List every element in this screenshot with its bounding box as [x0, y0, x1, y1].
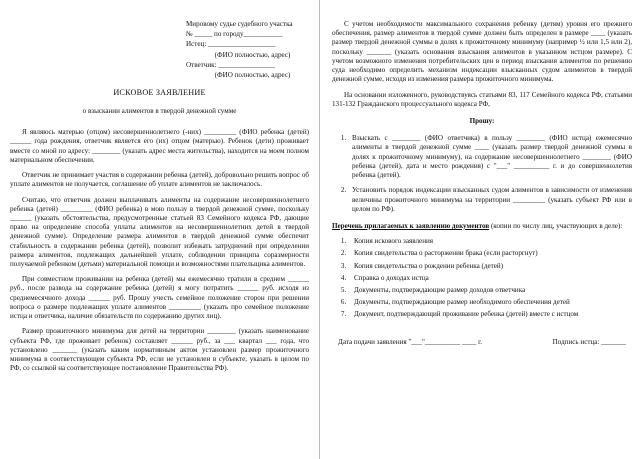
defendant-hint: (ФИО полностью, адрес) [214, 71, 291, 80]
attachment-item: 7. Документ, подтверждающий проживание ребенка (детей) вместе с истцом [348, 310, 632, 319]
paragraph-grounds: Считаю, что ответчик должен выплачивать алименты на содержание несовершеннолетнего ребенка (детей) _________ (ФИО ребенка) в мою пользу в твердой денежной сумме, поскольку ______ (указать обстоятельства, предусмотренные статьей 83 Семейного кодекса РФ, дающие право на определение способа уплаты алиментов на несовершеннолетних детей в твердой денежной сумме). Определение размера алиментов в твердой денежной сумме обеспечит стабильность в содержании ребенка (детей), позволит избежать затруднений при определении размера алиментов, подлежащих дальнейшей уплате, соблюдении принципа соразмерности получаемой ребенком (детьми) материальной помощи и возможностями плательщика алиментов. [10, 195, 309, 269]
plaintiff-signature: Подпись истца: _______ [552, 337, 626, 346]
document-subtitle: о взыскании алиментов в твердой денежной сумме [82, 106, 237, 115]
attachment-item: 5. Документы, подтверждающие размер доходов ответчика [348, 286, 632, 295]
paragraph-parent: Я являюсь матерью (отцом) несовершеннолетнего (-них) _________ (ФИО ребенка (детей) ______ года рождения, ответчик является его (их) отцом (матерью). Ребенок (дети) проживает вместе со мной по адресу: ________ (указать адрес места жительства), находится на моем полном материальном обеспечении. [10, 128, 309, 164]
attachments-list [332, 237, 632, 320]
request-heading: Прошу: [469, 116, 495, 125]
filing-date: Дата подачи заявления "___"__________ ____ г. [338, 337, 482, 346]
paragraph-amount: С учетом необходимости максимального сохранения ребенку (детям) уровня его прежнего обеспечения, размер алиментов в твердой сумме должен быть определен в размере ____ (указать размер твердой денежной суммы в долях к прожиточному минимуму (например ½ или 1,5 или 2), поскольку _______ (указать основания взыскания алиментов в указанном истцом размере). С учетом возможного изменения потребительских цен в период взыскания алиментов по решению суда необходимо определить механизм индексации взысканных судом алиментов в твердой денежной сумме, исходя из изменения размера прожиточного минимума. [332, 20, 632, 84]
attachment-item: 6. Документы, подтверждающие размер необходимого обеспечения детей [348, 298, 632, 307]
attachments-heading [332, 222, 632, 231]
attachment-item: 4. Справка о доходах истца [348, 274, 632, 283]
attachments-heading-rest: (копии по числу лиц, участвующих в деле): [489, 221, 623, 230]
request-item: 2. Установить порядок индексации взысканных судом алиментов в зависимости от изменения величины прожиточного минимума на территории _________ (указать субъект РФ или в целом по РФ). [348, 186, 632, 214]
attachments-heading-bold: Перечень прилагаемых к заявлению документов [332, 221, 490, 230]
document-title: ИСКОВОЕ ЗАЯВЛЕНИЕ [113, 88, 206, 98]
request-list [332, 134, 632, 214]
paragraph-subsistence: Размер прожиточного минимума для детей на территории ________ (указать наименование субъекта РФ, где проживает ребенок) составляет ______ руб., за ___ квартал ___ года, что установлено _______ (указать каким нормативным актом установлен размер прожиточного минимума в соответствующем субъекта РФ, если не установлен в субъекте, указать в целом по РФ, со ссылкой на соответствующее постановление Правительства РФ). [10, 327, 309, 373]
attachment-item: 2. Копия свидетельства о расторжении брака (если расторгнут) [348, 249, 632, 258]
attachment-item: 3. Копия свидетельства о рождении ребенка (детей) [348, 262, 632, 271]
paragraph-expenses: При совместном проживании на ребенка (детей) мы ежемесячно тратили в среднем ______ руб., после развода на содержание ребенка (детей) я могу потратить ______ руб. исходя из среднемесячного дохода ______ руб. Прошу учесть семейное положение сторон при решении вопроса о размере подлежащих уплате алиментов _________ (указать про семейное положение истца и ответчика, наличие обязательств по содержанию других лиц). [10, 275, 309, 321]
plaintiff-line: Истец: ___________________ [186, 40, 276, 49]
signature-row [332, 338, 632, 347]
court-number: № _____ по городу___________ [186, 30, 283, 39]
defendant-line: Ответчик: ________________ [186, 60, 276, 69]
court-addressee: Мировому судье судебного участка [186, 20, 293, 28]
plaintiff-hint: (ФИО полностью, адрес) [214, 50, 291, 59]
attachment-item: 1. Копия искового заявления [348, 237, 632, 246]
page-right [320, 0, 640, 459]
court-header [186, 20, 309, 80]
request-item: 1. Взыскать с ________ (ФИО ответчика) в пользу ________ (ФИО истца) ежемесячно алименты в твердой денежной сумме ____ (указать размер твердой денежной суммы в долях к прожиточному минимуму), на содержание несовершеннолетнего ________ (ФИО ребенка (детей), дата и место рождения) с "___" __________ г. и до совершеннолетия ребенка (детей). [348, 134, 632, 180]
paragraph-legal-basis: На основании изложенного, руководствуясь статьями 83, 117 Семейного кодекса РФ, статьями 131-132 Гражданского процессуального кодекса РФ, [332, 90, 632, 108]
paragraph-defendant: Ответчик не принимает участия в содержании ребенка (детей), добровольно решить вопрос об уплате алиментов не получается, соглашение об уплате алиментов не заключалось. [10, 171, 309, 189]
